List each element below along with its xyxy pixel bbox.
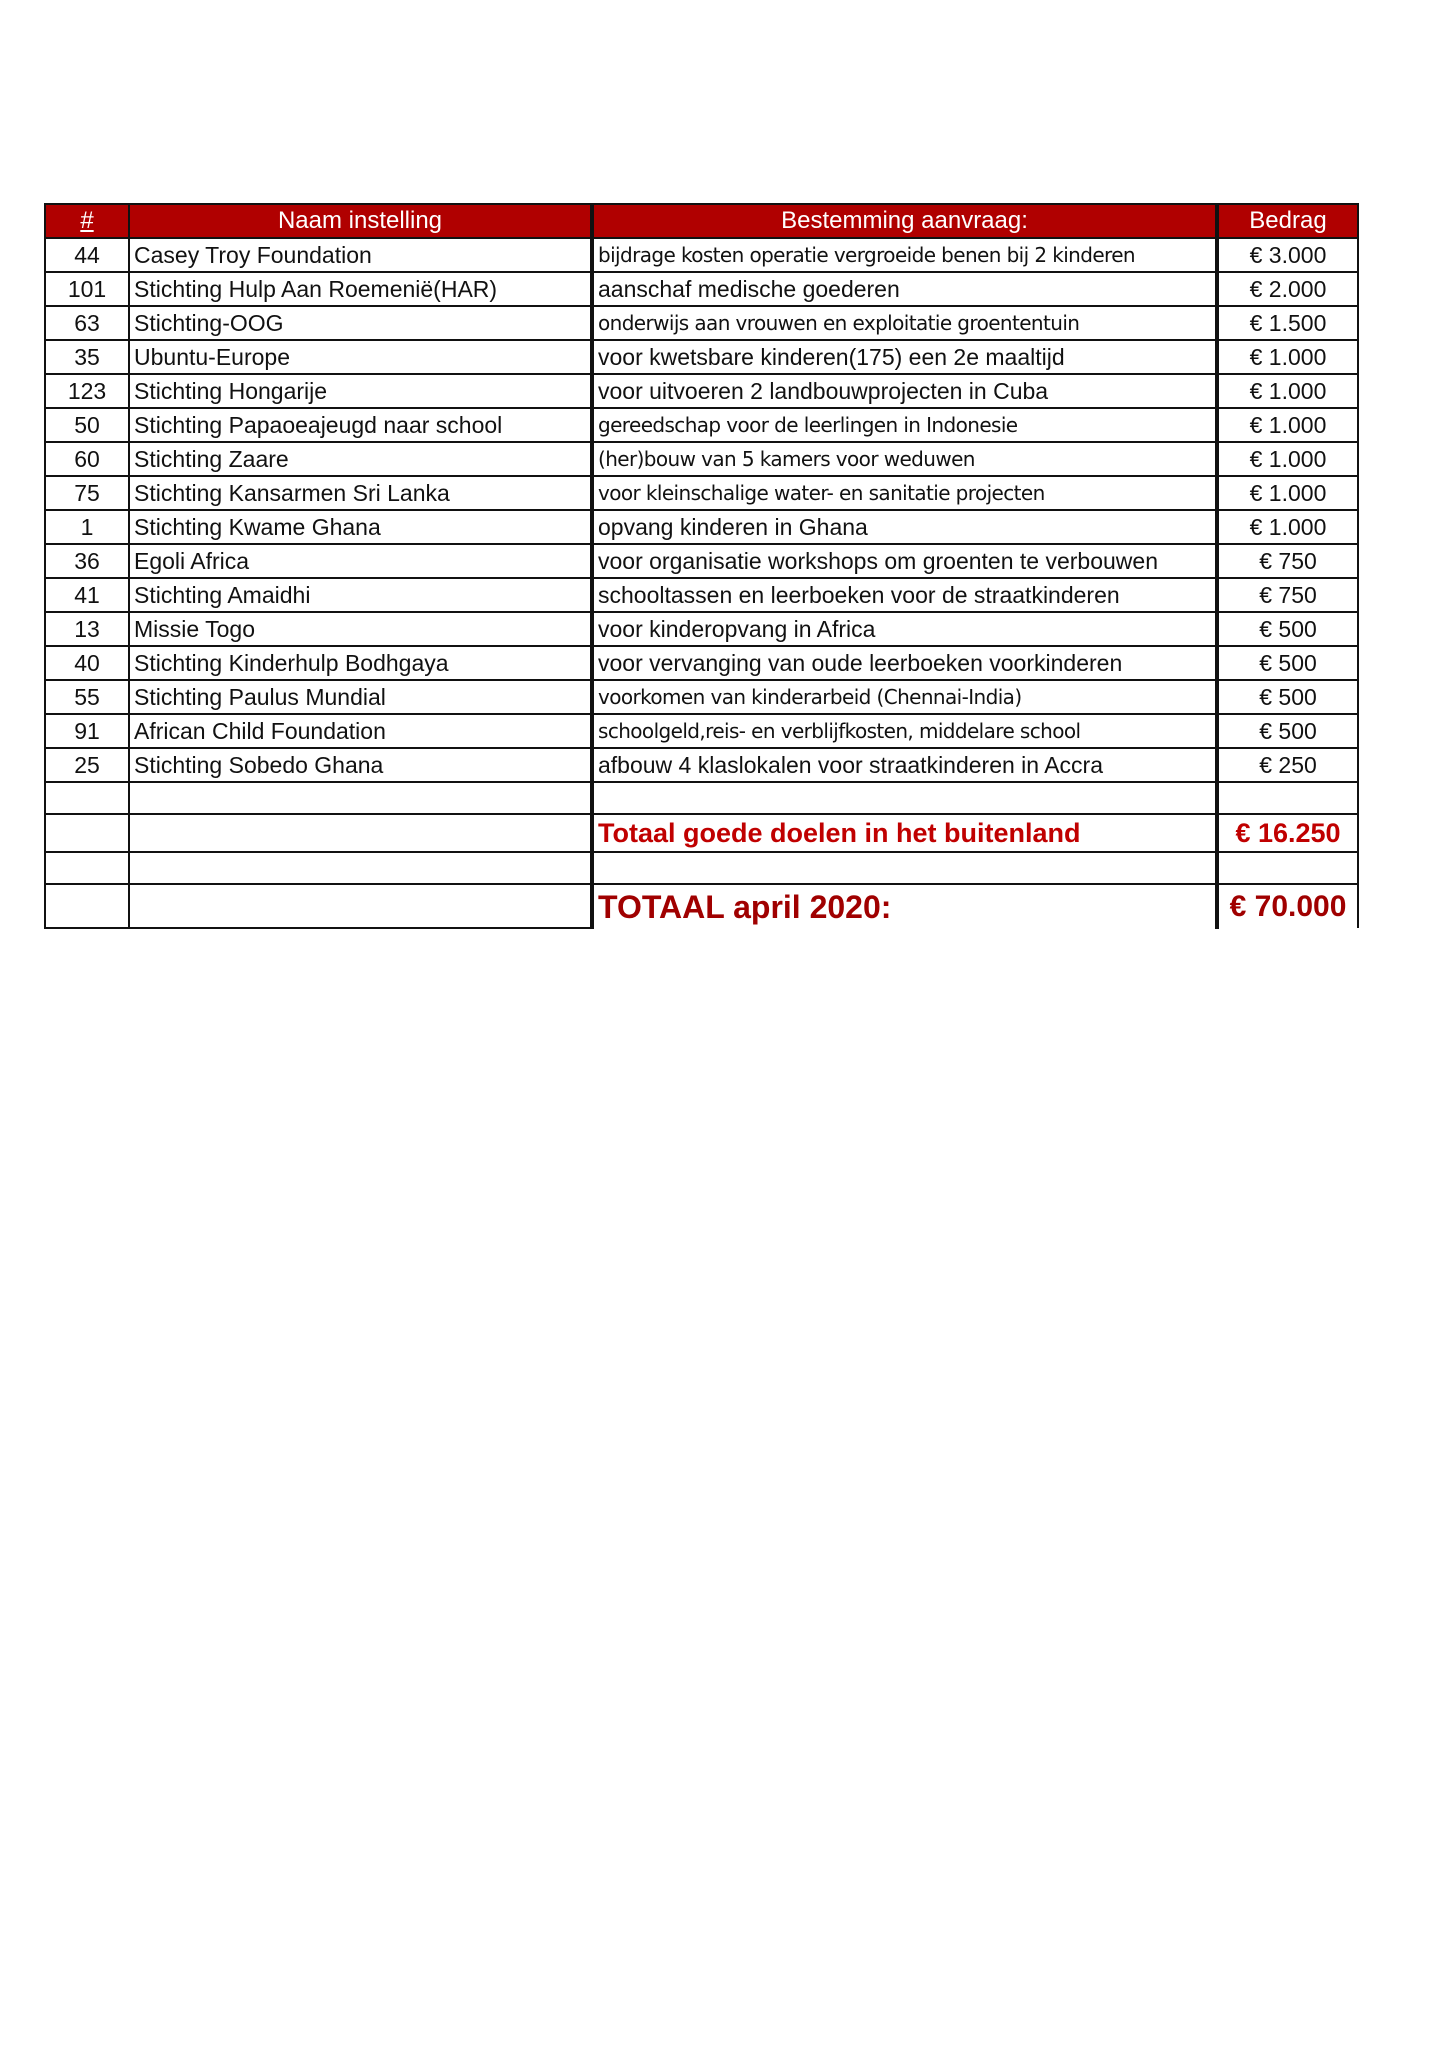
amount: € 1.000: [1218, 442, 1358, 476]
row-number: 63: [45, 306, 129, 340]
blank-row: [45, 782, 1358, 814]
row-number: 123: [45, 374, 129, 408]
request-destination: bijdrage kosten operatie vergroeide benen bij 2 kinderen: [593, 238, 1216, 272]
amount: € 1.000: [1218, 510, 1358, 544]
request-destination: schoolgeld,reis- en verblijfkosten, middelare school: [593, 714, 1216, 748]
organization-name: Egoli Africa: [129, 544, 591, 578]
amount: € 500: [1218, 612, 1358, 646]
request-destination: gereedschap voor de leerlingen in Indonesie: [593, 408, 1216, 442]
row-number: 44: [45, 238, 129, 272]
header-name: Naam instelling: [129, 204, 591, 238]
subtotal-amount: € 16.250: [1218, 814, 1358, 852]
organization-name: Stichting Hongarije: [129, 374, 591, 408]
request-destination: (her)bouw van 5 kamers voor weduwen: [593, 442, 1216, 476]
grand-total-row: [45, 884, 1358, 928]
amount: € 750: [1218, 578, 1358, 612]
empty-cell: [45, 782, 129, 814]
header-num: [45, 204, 129, 238]
organization-name: Casey Troy Foundation: [129, 238, 591, 272]
row-number: 35: [45, 340, 129, 374]
table-header-row: [45, 204, 1358, 238]
table-row: [45, 510, 1358, 544]
table-row: [45, 646, 1358, 680]
header-num-label: #: [80, 207, 94, 234]
subtotal-row: [45, 814, 1358, 852]
amount: € 500: [1218, 646, 1358, 680]
organization-name: Stichting Papaoeajeugd naar school: [129, 408, 591, 442]
amount: € 2.000: [1218, 272, 1358, 306]
table-row: [45, 238, 1358, 272]
grand-total-label: TOTAAL april 2020:: [593, 884, 1216, 928]
table-row: [45, 748, 1358, 782]
table-row: [45, 306, 1358, 340]
empty-cell: [129, 884, 591, 928]
row-number: 41: [45, 578, 129, 612]
request-destination: voor kleinschalige water- en sanitatie projecten: [593, 476, 1216, 510]
row-number: 91: [45, 714, 129, 748]
row-number: 75: [45, 476, 129, 510]
row-number: 40: [45, 646, 129, 680]
organization-name: Stichting Paulus Mundial: [129, 680, 591, 714]
table-row: [45, 340, 1358, 374]
table-row: [45, 544, 1358, 578]
request-destination: voor vervanging van oude leerboeken voorkinderen: [593, 646, 1216, 680]
amount: € 500: [1218, 680, 1358, 714]
empty-cell: [45, 884, 129, 928]
request-destination: voor uitvoeren 2 landbouwprojecten in Cuba: [593, 374, 1216, 408]
empty-cell: [45, 814, 129, 852]
amount: € 250: [1218, 748, 1358, 782]
table-row: [45, 680, 1358, 714]
row-number: 101: [45, 272, 129, 306]
table-row: [45, 612, 1358, 646]
blank-row: [45, 852, 1358, 884]
amount: € 3.000: [1218, 238, 1358, 272]
table-row: [45, 272, 1358, 306]
organization-name: Stichting Amaidhi: [129, 578, 591, 612]
empty-cell: [129, 814, 591, 852]
table-row: [45, 578, 1358, 612]
amount: € 750: [1218, 544, 1358, 578]
amount: € 1.000: [1218, 408, 1358, 442]
request-destination: onderwijs aan vrouwen en exploitatie groententuin: [593, 306, 1216, 340]
table-row: [45, 442, 1358, 476]
subtotal-label: Totaal goede doelen in het buitenland: [593, 814, 1216, 852]
request-destination: voor kinderopvang in Africa: [593, 612, 1216, 646]
table-row: [45, 408, 1358, 442]
empty-cell: [593, 782, 1216, 814]
row-number: 50: [45, 408, 129, 442]
request-destination: afbouw 4 klaslokalen voor straatkinderen in Accra: [593, 748, 1216, 782]
empty-cell: [45, 852, 129, 884]
request-destination: voorkomen van kinderarbeid (Chennai-India): [593, 680, 1216, 714]
request-destination: voor kwetsbare kinderen(175) een 2e maaltijd: [593, 340, 1216, 374]
header-destination: Bestemming aanvraag:: [593, 204, 1216, 238]
row-number: 25: [45, 748, 129, 782]
organization-name: Stichting Kansarmen Sri Lanka: [129, 476, 591, 510]
empty-cell: [129, 782, 591, 814]
amount: € 1.000: [1218, 340, 1358, 374]
request-destination: aanschaf medische goederen: [593, 272, 1216, 306]
row-number: 1: [45, 510, 129, 544]
organization-name: Missie Togo: [129, 612, 591, 646]
amount: € 1.000: [1218, 374, 1358, 408]
empty-cell: [593, 852, 1216, 884]
organization-name: African Child Foundation: [129, 714, 591, 748]
table-row: [45, 714, 1358, 748]
request-destination: opvang kinderen in Ghana: [593, 510, 1216, 544]
amount: € 500: [1218, 714, 1358, 748]
organization-name: Stichting Sobedo Ghana: [129, 748, 591, 782]
amount: € 1.000: [1218, 476, 1358, 510]
row-number: 13: [45, 612, 129, 646]
organization-name: Stichting Kinderhulp Bodhgaya: [129, 646, 591, 680]
organization-name: Stichting Zaare: [129, 442, 591, 476]
table-row: [45, 476, 1358, 510]
request-destination: voor organisatie workshops om groenten te verbouwen: [593, 544, 1216, 578]
organization-name: Stichting-OOG: [129, 306, 591, 340]
empty-cell: [129, 852, 591, 884]
grand-total-amount: € 70.000: [1218, 884, 1358, 928]
organization-name: Stichting Hulp Aan Roemenië(HAR): [129, 272, 591, 306]
table-row: [45, 374, 1358, 408]
organization-name: Ubuntu-Europe: [129, 340, 591, 374]
amount: € 1.500: [1218, 306, 1358, 340]
request-destination: schooltassen en leerboeken voor de straatkinderen: [593, 578, 1216, 612]
row-number: 60: [45, 442, 129, 476]
empty-cell: [1218, 782, 1358, 814]
organization-name: Stichting Kwame Ghana: [129, 510, 591, 544]
header-amount: Bedrag: [1218, 204, 1358, 238]
row-number: 55: [45, 680, 129, 714]
donations-table: [44, 203, 1359, 929]
row-number: 36: [45, 544, 129, 578]
empty-cell: [1218, 852, 1358, 884]
